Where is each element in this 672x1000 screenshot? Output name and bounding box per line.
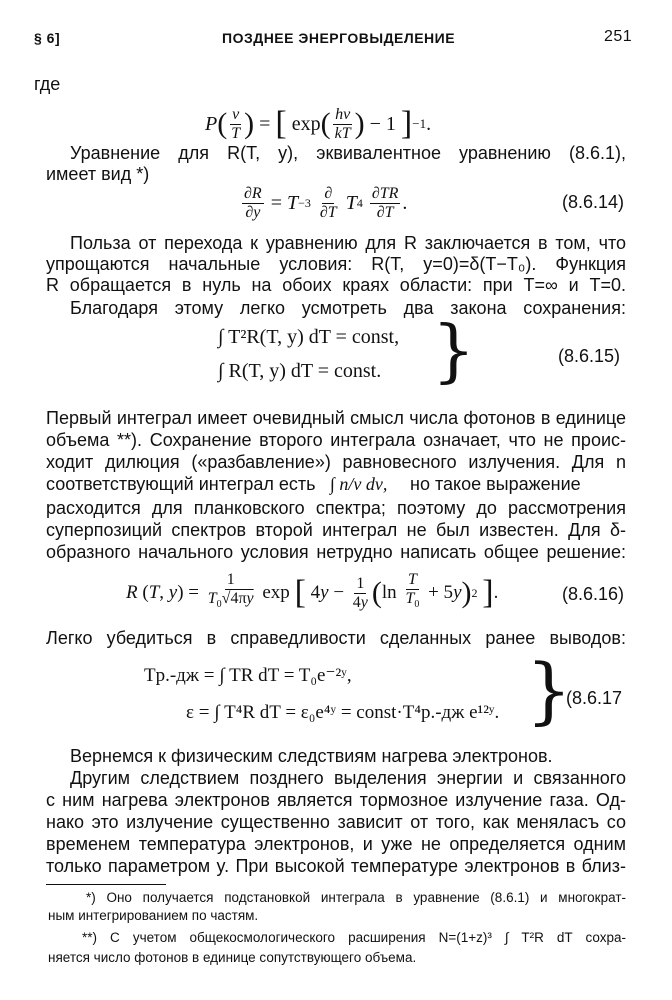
footnote-2-line-1: **) С учетом общекосмологического расширения N=(1+z)³ ∫ T²R dT сохра- xyxy=(82,930,626,945)
text-conservation: Благодаря этому легко усмотреть два закона сохранения: xyxy=(70,298,626,318)
equation-8-6-15a: ∫ T²R(T, y) dT = const, xyxy=(218,326,400,348)
text-first-4b: но такое выражение xyxy=(410,474,581,494)
text-benefit-1: Польза от перехода к уравнению для R заключается в том, что xyxy=(70,233,626,253)
page-number: 251 xyxy=(604,28,633,45)
text-first-3: ходит дилюция («разбавление») равновесного излучения. Для n xyxy=(46,452,626,472)
right-brace-icon: } xyxy=(432,312,476,391)
equation-number-8-6-16: (8.6.16) xyxy=(562,584,625,604)
section-marker: § 6] xyxy=(34,30,61,46)
text-first-4a: соответствующий интеграл есть xyxy=(46,474,316,494)
equation-number-8-6-14: (8.6.14) xyxy=(562,192,625,212)
inline-integral-n: ∫ n/ν dν, xyxy=(330,474,388,494)
text-other-2: с ним нагрева электронов является тормозное излучение газа. Од- xyxy=(46,790,626,810)
text-eq-intro-2: имеет вид *) xyxy=(46,164,150,184)
equation-8-6-17b: ε = ∫ T⁴R dT = ε₀e⁴ʸ = const·T⁴р.-дж e¹²ʸ. xyxy=(186,702,500,723)
right-brace-icon: } xyxy=(526,648,572,732)
text-first-1: Первый интеграл имеет очевидный смысл числа фотонов в единице xyxy=(46,408,626,428)
footnote-1-line-2: ным интегрированием по частям. xyxy=(48,908,259,923)
text-other-4: временем температура электронов, и уже не определяется одним xyxy=(46,834,626,854)
text-first-5: расходится для планковского спектра; поэтому до рассмотрения xyxy=(46,498,626,518)
equation-8-6-15b: ∫ R(T, y) dT = const. xyxy=(218,360,382,382)
text-easy: Легко убедиться в справедливости сделанных ранее выводов: xyxy=(46,628,626,648)
text-benefit-2: упрощаются начальные условия: R(T, y=0)=δ(T−T₀). Функция xyxy=(46,254,626,274)
footnote-rule xyxy=(46,884,166,885)
equation-number-8-6-17: (8.6.17 xyxy=(566,688,623,708)
equation-8-6-17a: Tр.-дж = ∫ TR dT = T₀e⁻²ʸ, xyxy=(144,665,352,686)
equation-planck: P ( $\frac{\nu}{T}$ ) = [ exp ( $\frac{h\nu}{kT}$ ) − 1 ] −1 . xyxy=(205,105,432,142)
text-first-7: образного начального условия нетрудно написать общее решение: xyxy=(46,542,626,562)
text-other-1: Другим следствием позднего выделения энергии и связанного xyxy=(70,768,626,788)
running-title: ПОЗДНЕЕ ЭНЕРГОВЫДЕЛЕНИЕ xyxy=(222,30,456,46)
text-return: Вернемся к физическим следствиям нагрева электронов. xyxy=(70,746,553,766)
equation-8-6-14: $\frac{\partial R}{\partial y}$ = T −3 $\frac{\partial}{\partial T}$ T 4 $\frac{\partial TR}{\partial T}$ . xyxy=(244,184,408,221)
footnote-1-line-1: *) Оно получается подстановкой интеграла в уравнение (8.6.1) и многократ- xyxy=(86,890,626,905)
text-other-5: только параметром y. При высокой температуре электронов в близ- xyxy=(46,856,626,876)
equation-number-8-6-15: (8.6.15) xyxy=(558,346,621,366)
equation-8-6-16: R ( T , y ) = $\frac{1}{T_0√4\pi y}$ exp [ 4 y − $\frac{1}{4y}$ ( ln $\frac{T}{T_0}$ + 5 y ) 2 ] . xyxy=(126,571,499,611)
text-benefit-3: R обращается в нуль на обоих краях области: при T=∞ и T=0. xyxy=(46,275,626,295)
footnote-2-line-2: няется число фотонов в единице сопутствующего объема. xyxy=(48,950,417,965)
text-eq-intro-1: Уравнение для R(T, y), эквивалентное уравнению (8.6.1), xyxy=(70,143,626,163)
text-other-3: нако это излучение существенно зависит от того, как меняласъ со xyxy=(46,812,626,832)
text-first-2: объема **). Сохранение второго интеграла означает, что не проис- xyxy=(46,430,626,450)
text-first-6: суперпозиций спектров второй интеграл не был известен. Для δ- xyxy=(46,520,626,540)
text-where: где xyxy=(34,74,61,94)
